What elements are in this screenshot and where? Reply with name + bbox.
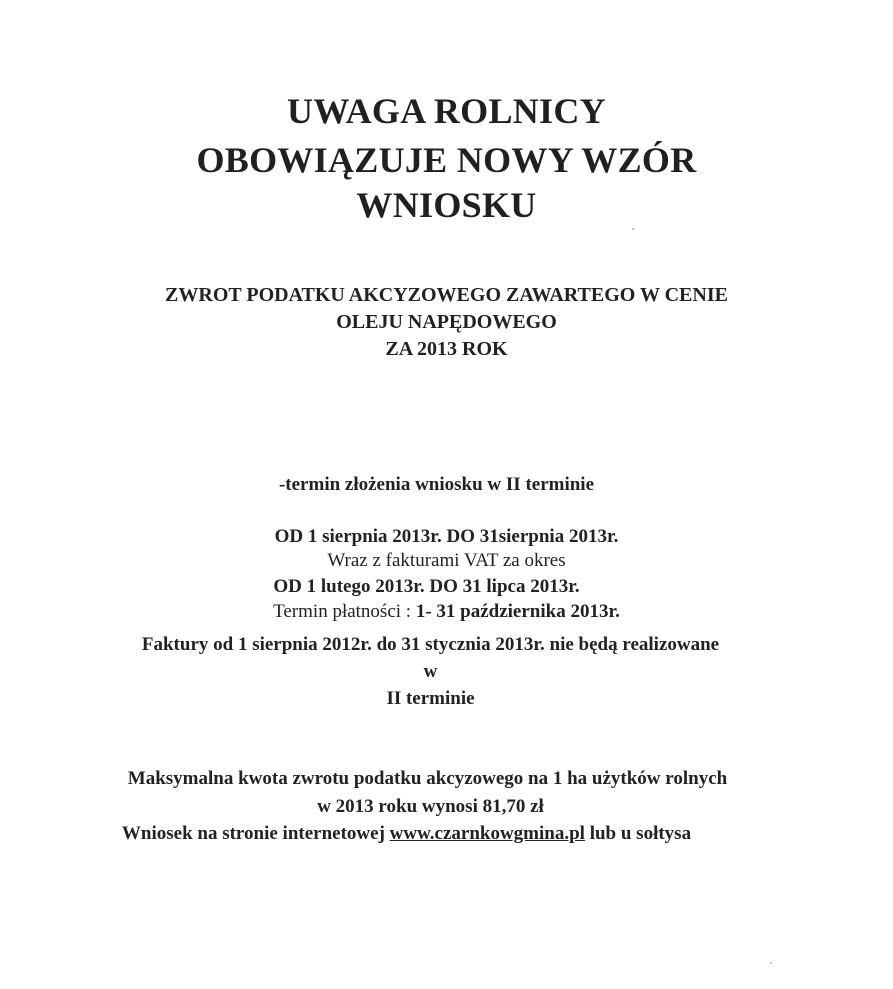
form-prefix: Wniosek na stronie internetowej [121, 823, 390, 844]
payment-line [0, 601, 893, 623]
exclusion-note: Faktury od 1 sierpnia 2012r. do 31 stycznia 2013r. nie będą realizowane [141, 634, 720, 655]
exclusion-term: II terminie [386, 688, 475, 709]
deadline-intro: -termin złożenia wniosku w II terminie [278, 474, 595, 495]
max-amount-text: Maksymalna kwota zwrotu podatku akcyzowego na 1 ha użytków rolnych [127, 768, 728, 789]
invoices-label: Wraz z fakturami VAT za okres [327, 550, 566, 571]
header-line-3: WNIOSKU [356, 185, 537, 225]
website-link[interactable]: www.czarnkowgmina.pl [389, 823, 585, 844]
max-amount-value: w 2013 roku wynosi 81,70 zł [317, 796, 544, 817]
subtitle-line-3: ZA 2013 ROK [385, 338, 508, 360]
exclusion-w: w [423, 661, 438, 682]
form-suffix: lub u sołtysa [584, 823, 692, 844]
payment-label: Termin płatności : [273, 601, 416, 622]
deadline-dates: OD 1 sierpnia 2013r. DO 31sierpnia 2013r. [274, 526, 619, 547]
scan-speck [632, 228, 634, 230]
header-line-1: UWAGA ROLNICY [287, 91, 606, 131]
payment-dates: 1- 31 października 2013r. [415, 601, 620, 622]
subtitle-line-1: ZWROT PODATKU AKCYZOWEGO ZAWARTEGO W CENIE [165, 284, 728, 306]
form-availability [0, 823, 853, 845]
scan-speck [770, 962, 772, 964]
subtitle-line-2: OLEJU NAPĘDOWEGO [336, 311, 557, 333]
header-line-2: OBOWIĄZUJE NOWY WZÓR [196, 140, 697, 180]
invoices-period: OD 1 lutego 2013r. DO 31 lipca 2013r. [273, 576, 580, 597]
